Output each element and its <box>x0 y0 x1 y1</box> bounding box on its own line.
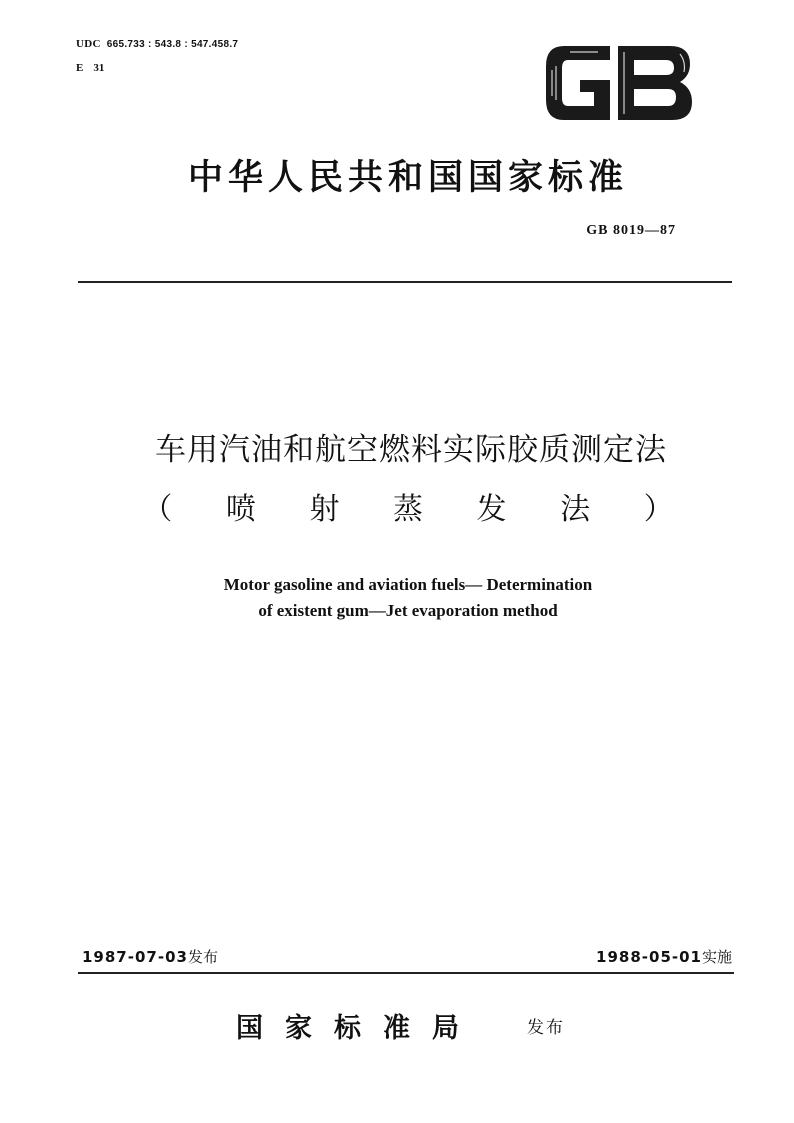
standard-body-title: 中华人民共和国国家标准 <box>187 158 628 198</box>
udc-label: UDC <box>76 38 101 50</box>
bottom-divider <box>78 972 734 974</box>
gb-logo-icon <box>540 40 696 126</box>
document-title-english <box>0 572 794 624</box>
e-label: E <box>76 62 84 74</box>
english-title-line-2: of existent gum—Jet evaporation method <box>258 601 558 620</box>
document-method-chinese: （ 喷 射 蒸 发 法 ） <box>142 492 696 527</box>
document-title-chinese: 车用汽油和航空燃料实际胶质测定法 <box>155 432 667 468</box>
implementation-date-value: 1988-05-01 <box>596 948 702 966</box>
top-divider <box>78 281 732 283</box>
standard-number: GB 8019—87 <box>586 223 676 238</box>
implementation-date <box>596 946 732 967</box>
issue-date-value: 1987-07-03 <box>82 948 188 966</box>
udc-code: 665.733 : 543.8 : 547.458.7 <box>106 39 239 50</box>
issue-date-label: 发布 <box>187 948 218 966</box>
publisher-action: 发布 <box>527 1018 565 1038</box>
e-code: 31 <box>93 62 105 74</box>
publisher-name: 国家标准局 <box>236 1013 481 1044</box>
udc-classification <box>76 38 238 50</box>
english-title-line-1: Motor gasoline and aviation fuels— Determination <box>223 575 593 594</box>
issue-date <box>82 946 218 967</box>
e-classification <box>76 62 104 74</box>
implementation-date-label: 实施 <box>701 948 732 966</box>
